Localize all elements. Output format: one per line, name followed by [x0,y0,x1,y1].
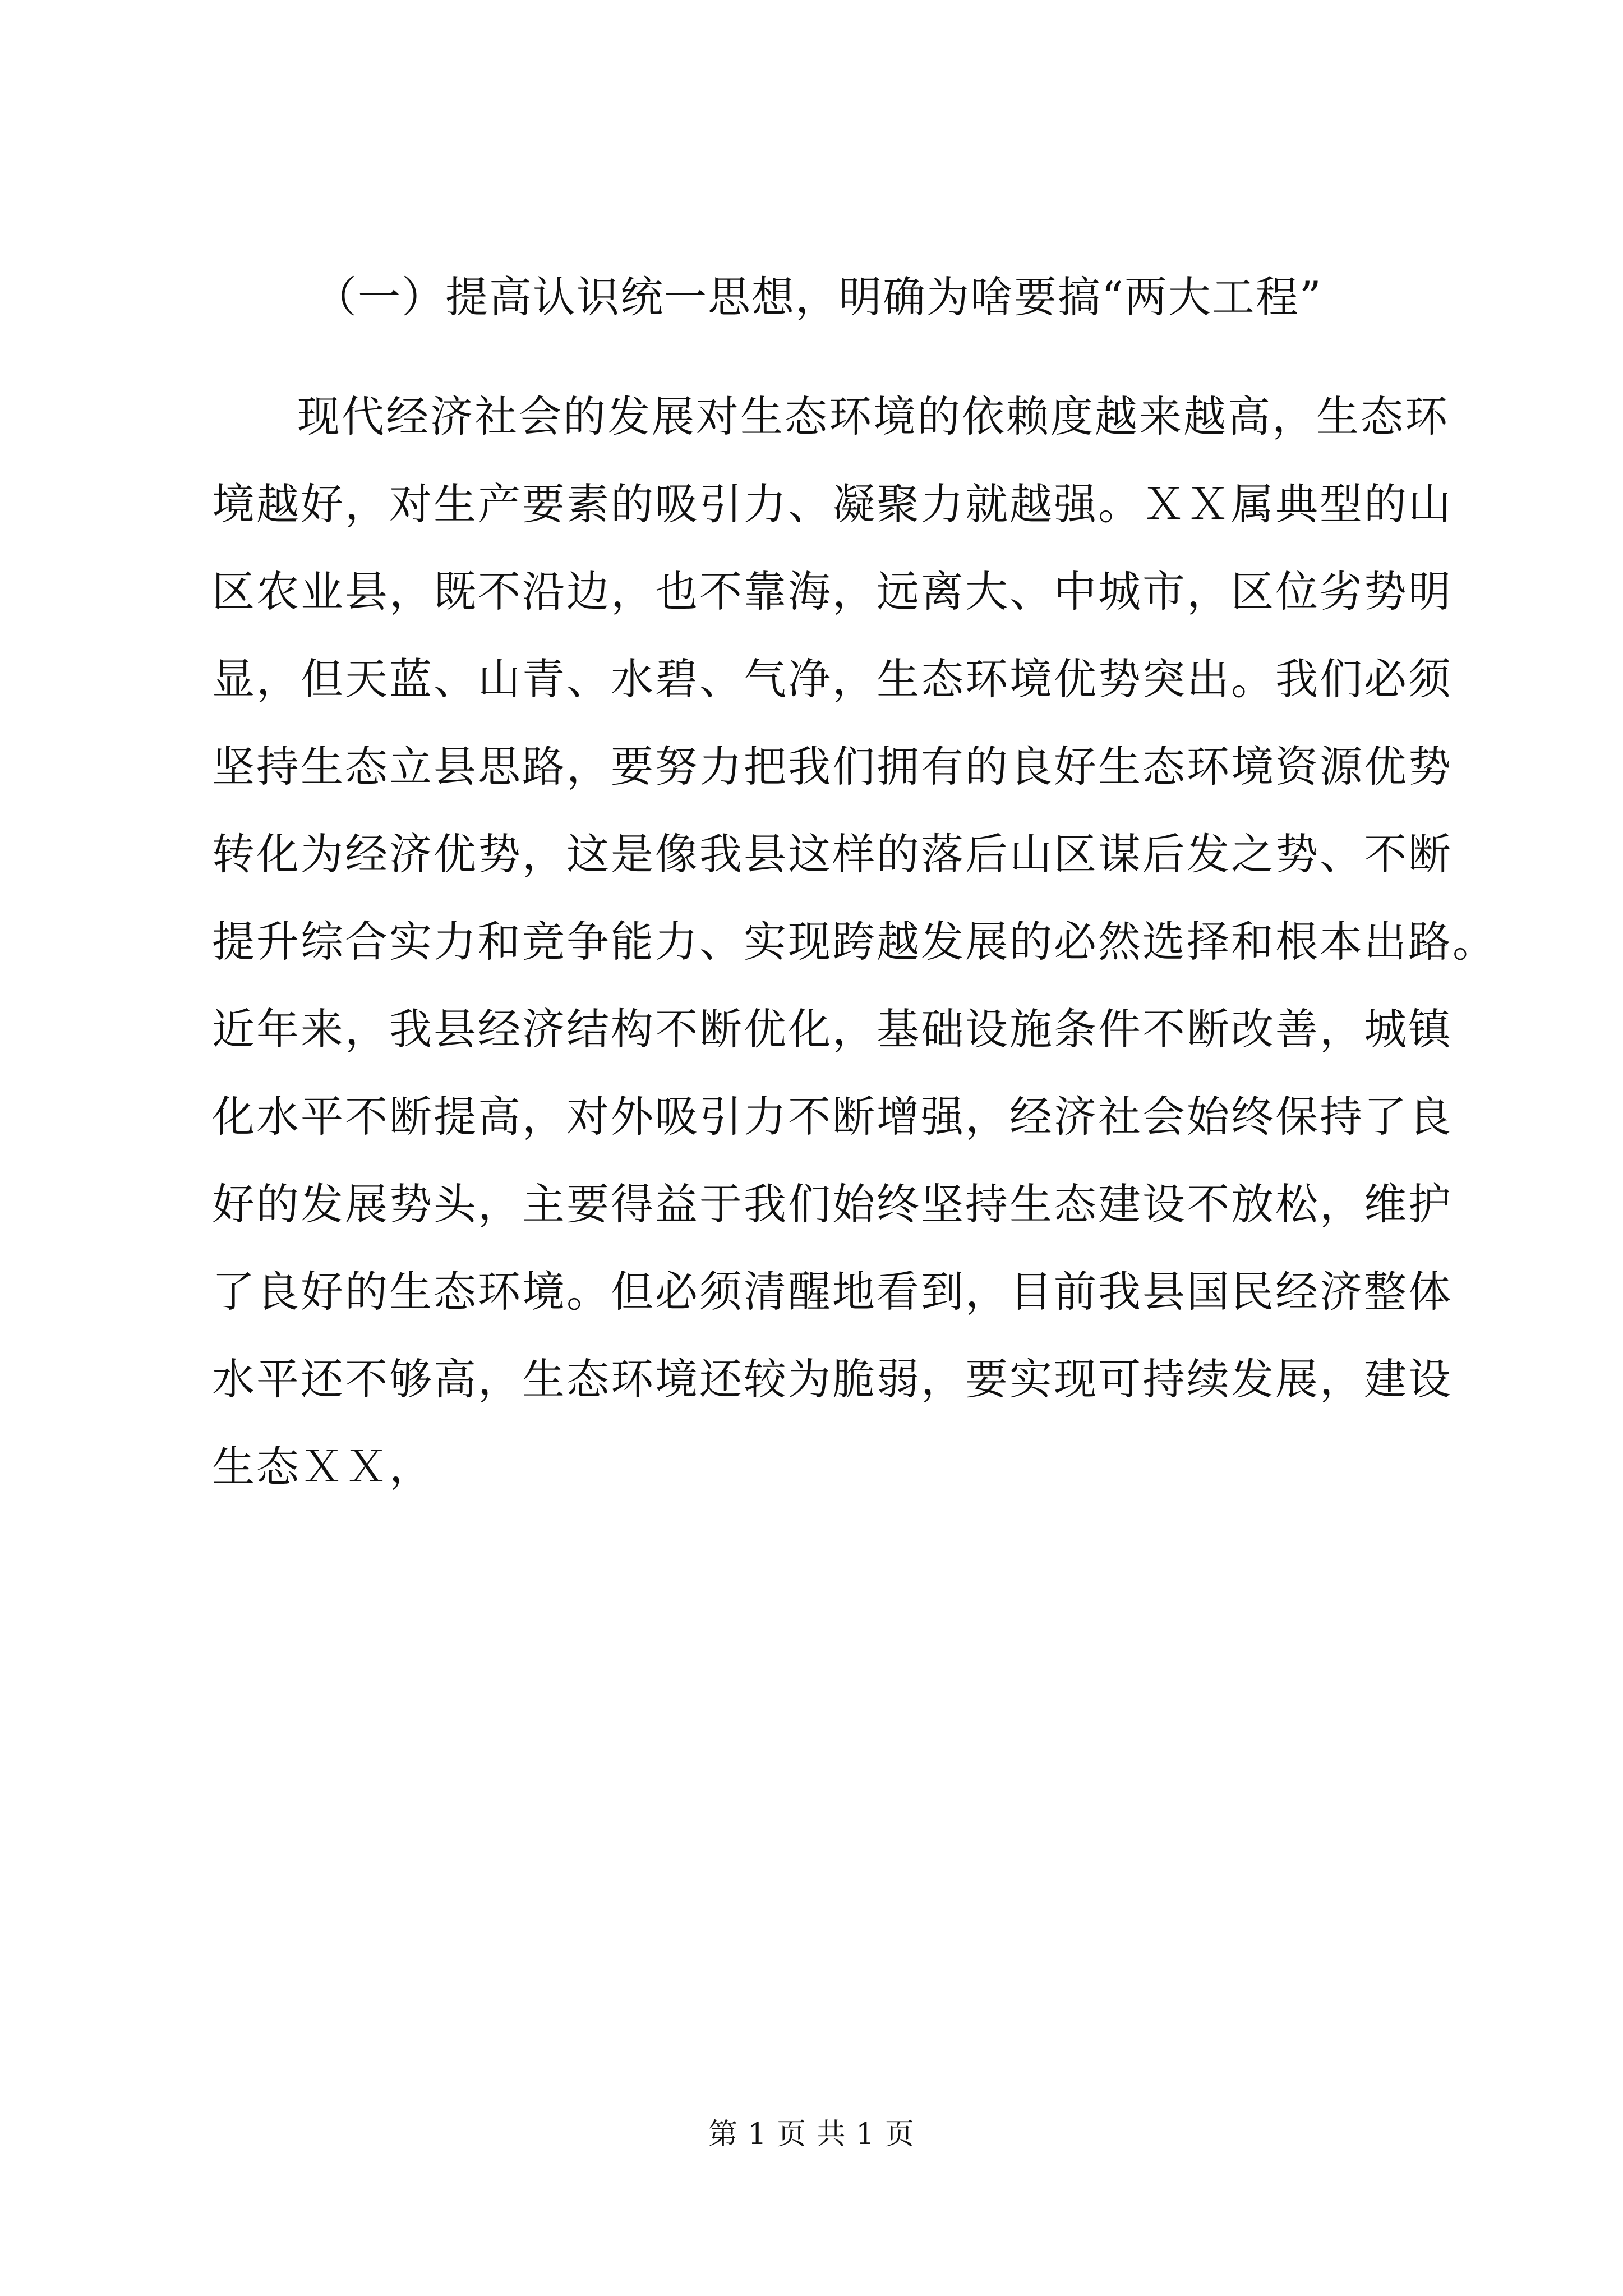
paragraph-line: 现代经济社会的发展对生态环境的依赖度越来越高，生态环 [297,392,1449,441]
paragraph-line: 生态ＸＸ， [212,1442,434,1492]
paragraph-line: 好的发展势头，主要得益于我们始终坚持生态建设不放松，维护 [212,1179,1453,1229]
paragraph-line: 显，但天蓝、山青、水碧、气净，生态环境优势突出。我们必须 [212,654,1453,704]
paragraph-line: 坚持生态立县思路，要努力把我们拥有的良好生态环境资源优势 [212,742,1453,792]
body-paragraph [212,373,1497,1511]
paragraph-line: 了良好的生态环境。但必须清醒地看到，目前我县国民经济整体 [212,1267,1453,1317]
paragraph-line: 水平还不够高，生态环境还较为脆弱，要实现可持续发展，建设 [212,1354,1453,1404]
paragraph-line: 区农业县，既不沿边，也不靠海，远离大、中城市，区位劣势明 [212,567,1453,616]
section-heading: （一）提高认识统一思想，明确为啥要搞“两大工程” [314,272,1322,322]
paragraph-line: 近年来，我县经济结构不断优化，基础设施条件不断改善，城镇 [212,1004,1453,1054]
paragraph-line: 转化为经济优势，这是像我县这样的落后山区谋后发之势、不断 [212,829,1453,879]
paragraph-line: 化水平不断提高，对外吸引力不断增强，经济社会始终保持了良 [212,1092,1453,1142]
paragraph-line: 提升综合实力和竞争能力、实现跨越发展的必然选择和根本出路。 [212,917,1497,967]
page-footer: 第 1 页 共 1 页 [708,2118,915,2151]
paragraph-line: 境越好，对生产要素的吸引力、凝聚力就越强。ＸＸ属典型的山 [212,479,1453,529]
